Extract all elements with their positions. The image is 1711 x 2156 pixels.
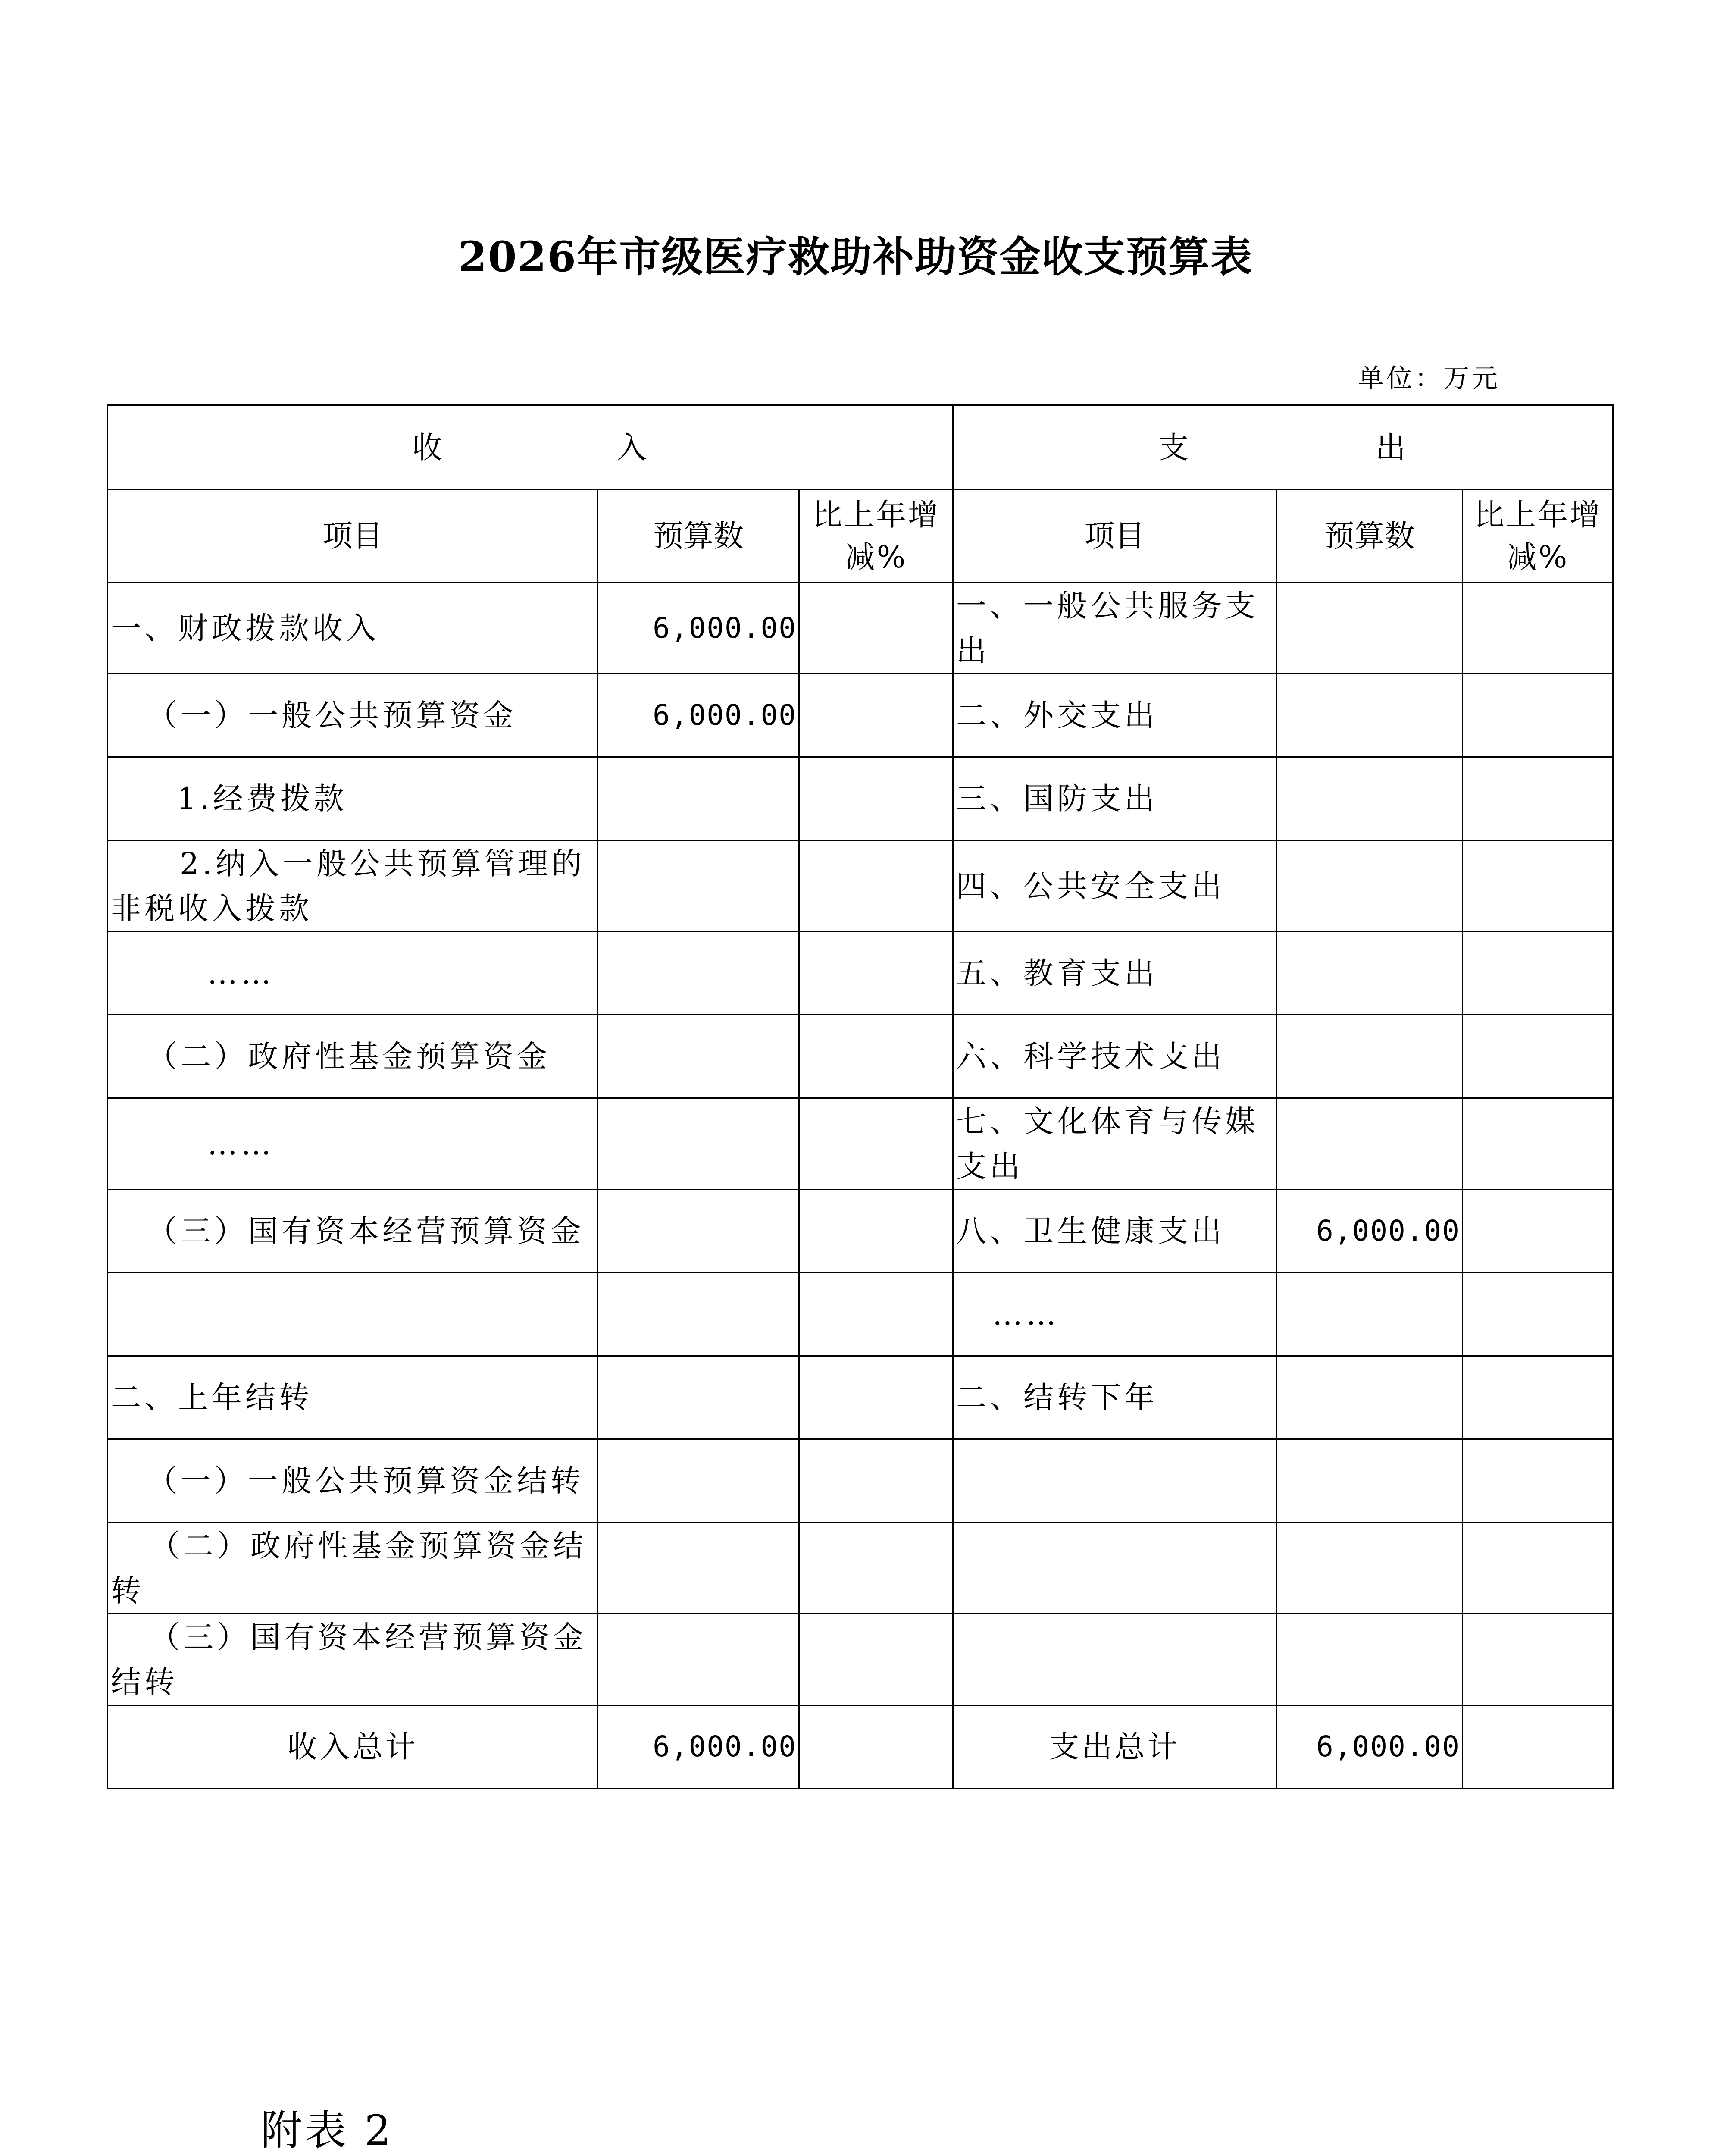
income-change [799, 840, 953, 932]
expense-change-header: 比上年增减% [1463, 490, 1613, 583]
income-header-char-2: 入 [616, 429, 649, 465]
table-row [108, 1614, 1613, 1705]
expense-item: 二、结转下年 [953, 1356, 1276, 1439]
expense-change [1463, 757, 1613, 840]
expense-budget [1276, 583, 1463, 674]
income-budget [598, 932, 799, 1015]
income-item [108, 1273, 598, 1356]
table-row [108, 1098, 1613, 1190]
income-change [799, 932, 953, 1015]
income-item: （二）政府性基金预算资金结转 [108, 1523, 598, 1614]
expense-budget [1276, 1523, 1463, 1614]
expense-budget [1276, 674, 1463, 757]
expense-item: 六、科学技术支出 [953, 1015, 1276, 1098]
appendix-label: 附表 2 [261, 2106, 394, 2155]
income-budget [598, 757, 799, 840]
income-change [799, 757, 953, 840]
income-change [799, 1098, 953, 1190]
expense-change [1463, 840, 1613, 932]
totals-row [108, 1705, 1613, 1789]
expense-change [1463, 1523, 1613, 1614]
income-budget [598, 1015, 799, 1098]
expense-budget [1276, 1356, 1463, 1439]
income-total-label: 收入总计 [108, 1705, 598, 1789]
expense-change [1463, 583, 1613, 674]
expense-change [1463, 1356, 1613, 1439]
income-total-value: 6,000.00 [598, 1705, 799, 1789]
income-budget [598, 1356, 799, 1439]
income-budget [598, 1523, 799, 1614]
expense-item-header: 项目 [953, 490, 1276, 583]
table-row [108, 583, 1613, 674]
expense-budget [1276, 932, 1463, 1015]
expense-header-char-2: 出 [1376, 429, 1408, 465]
income-item: 2.纳入一般公共预算管理的非税收入拨款 [108, 840, 598, 932]
column-header-row [108, 490, 1613, 583]
expense-budget [1276, 1098, 1463, 1190]
expense-budget [1276, 1273, 1463, 1356]
income-budget: 6,000.00 [598, 583, 799, 674]
expense-budget [1276, 1439, 1463, 1523]
income-item: 二、上年结转 [108, 1356, 598, 1439]
expense-total-change [1463, 1705, 1613, 1789]
income-item: （一）一般公共预算资金结转 [108, 1439, 598, 1523]
expense-change [1463, 1098, 1613, 1190]
expense-item: 一、一般公共服务支出 [953, 583, 1276, 674]
income-change [799, 583, 953, 674]
table-row [108, 757, 1613, 840]
expense-total-label: 支出总计 [953, 1705, 1276, 1789]
expense-item: …… [953, 1273, 1276, 1356]
income-change [799, 1614, 953, 1705]
expense-section-header [953, 405, 1613, 490]
expense-item [953, 1523, 1276, 1614]
income-change [799, 1439, 953, 1523]
income-header-char-1: 收 [412, 429, 444, 465]
table-row [108, 1523, 1613, 1614]
income-change [799, 1273, 953, 1356]
income-budget [598, 1614, 799, 1705]
income-budget: 6,000.00 [598, 674, 799, 757]
page-title: 2026年市级医疗救助补助资金收支预算表 [458, 232, 1253, 281]
table-row [108, 1015, 1613, 1098]
income-change [799, 1015, 953, 1098]
expense-item: 三、国防支出 [953, 757, 1276, 840]
expense-change [1463, 932, 1613, 1015]
expense-budget [1276, 1015, 1463, 1098]
table-row [108, 1273, 1613, 1356]
expense-budget [1276, 1614, 1463, 1705]
income-budget [598, 1098, 799, 1190]
section-header-row [108, 405, 1613, 490]
table-row [108, 840, 1613, 932]
table-row [108, 932, 1613, 1015]
expense-item [953, 1614, 1276, 1705]
expense-change [1463, 1273, 1613, 1356]
unit-label: 单位：万元 [1358, 364, 1500, 394]
expense-budget-header: 预算数 [1276, 490, 1463, 583]
income-budget [598, 1273, 799, 1356]
income-change [799, 1190, 953, 1273]
expense-item: 七、文化体育与传媒支出 [953, 1098, 1276, 1190]
expense-budget [1276, 840, 1463, 932]
income-item: …… [108, 1098, 598, 1190]
expense-budget: 6,000.00 [1276, 1190, 1463, 1273]
income-change [799, 1523, 953, 1614]
income-item: 1.经费拨款 [108, 757, 598, 840]
expense-change [1463, 1439, 1613, 1523]
income-budget [598, 1190, 799, 1273]
income-item: （三）国有资本经营预算资金结转 [108, 1614, 598, 1705]
expense-item: 四、公共安全支出 [953, 840, 1276, 932]
table-row [108, 1439, 1613, 1523]
expense-budget [1276, 757, 1463, 840]
income-item: （三）国有资本经营预算资金 [108, 1190, 598, 1273]
table-row [108, 1190, 1613, 1273]
income-budget [598, 1439, 799, 1523]
expense-change [1463, 1015, 1613, 1098]
income-item: …… [108, 932, 598, 1015]
income-item-header: 项目 [108, 490, 598, 583]
table-row [108, 1356, 1613, 1439]
expense-item: 二、外交支出 [953, 674, 1276, 757]
income-change [799, 674, 953, 757]
income-item: 一、财政拨款收入 [108, 583, 598, 674]
income-change-header: 比上年增减% [799, 490, 953, 583]
income-total-change [799, 1705, 953, 1789]
income-budget [598, 840, 799, 932]
income-item: （二）政府性基金预算资金 [108, 1015, 598, 1098]
expense-change [1463, 1614, 1613, 1705]
expense-change [1463, 1190, 1613, 1273]
expense-item [953, 1439, 1276, 1523]
expense-header-char-1: 支 [1158, 429, 1191, 465]
expense-item: 五、教育支出 [953, 932, 1276, 1015]
table-row [108, 674, 1613, 757]
income-change [799, 1356, 953, 1439]
income-section-header [108, 405, 953, 490]
expense-item: 八、卫生健康支出 [953, 1190, 1276, 1273]
expense-change [1463, 674, 1613, 757]
income-budget-header: 预算数 [598, 490, 799, 583]
expense-total-value: 6,000.00 [1276, 1705, 1463, 1789]
budget-table [107, 404, 1614, 1789]
income-item: （一）一般公共预算资金 [108, 674, 598, 757]
